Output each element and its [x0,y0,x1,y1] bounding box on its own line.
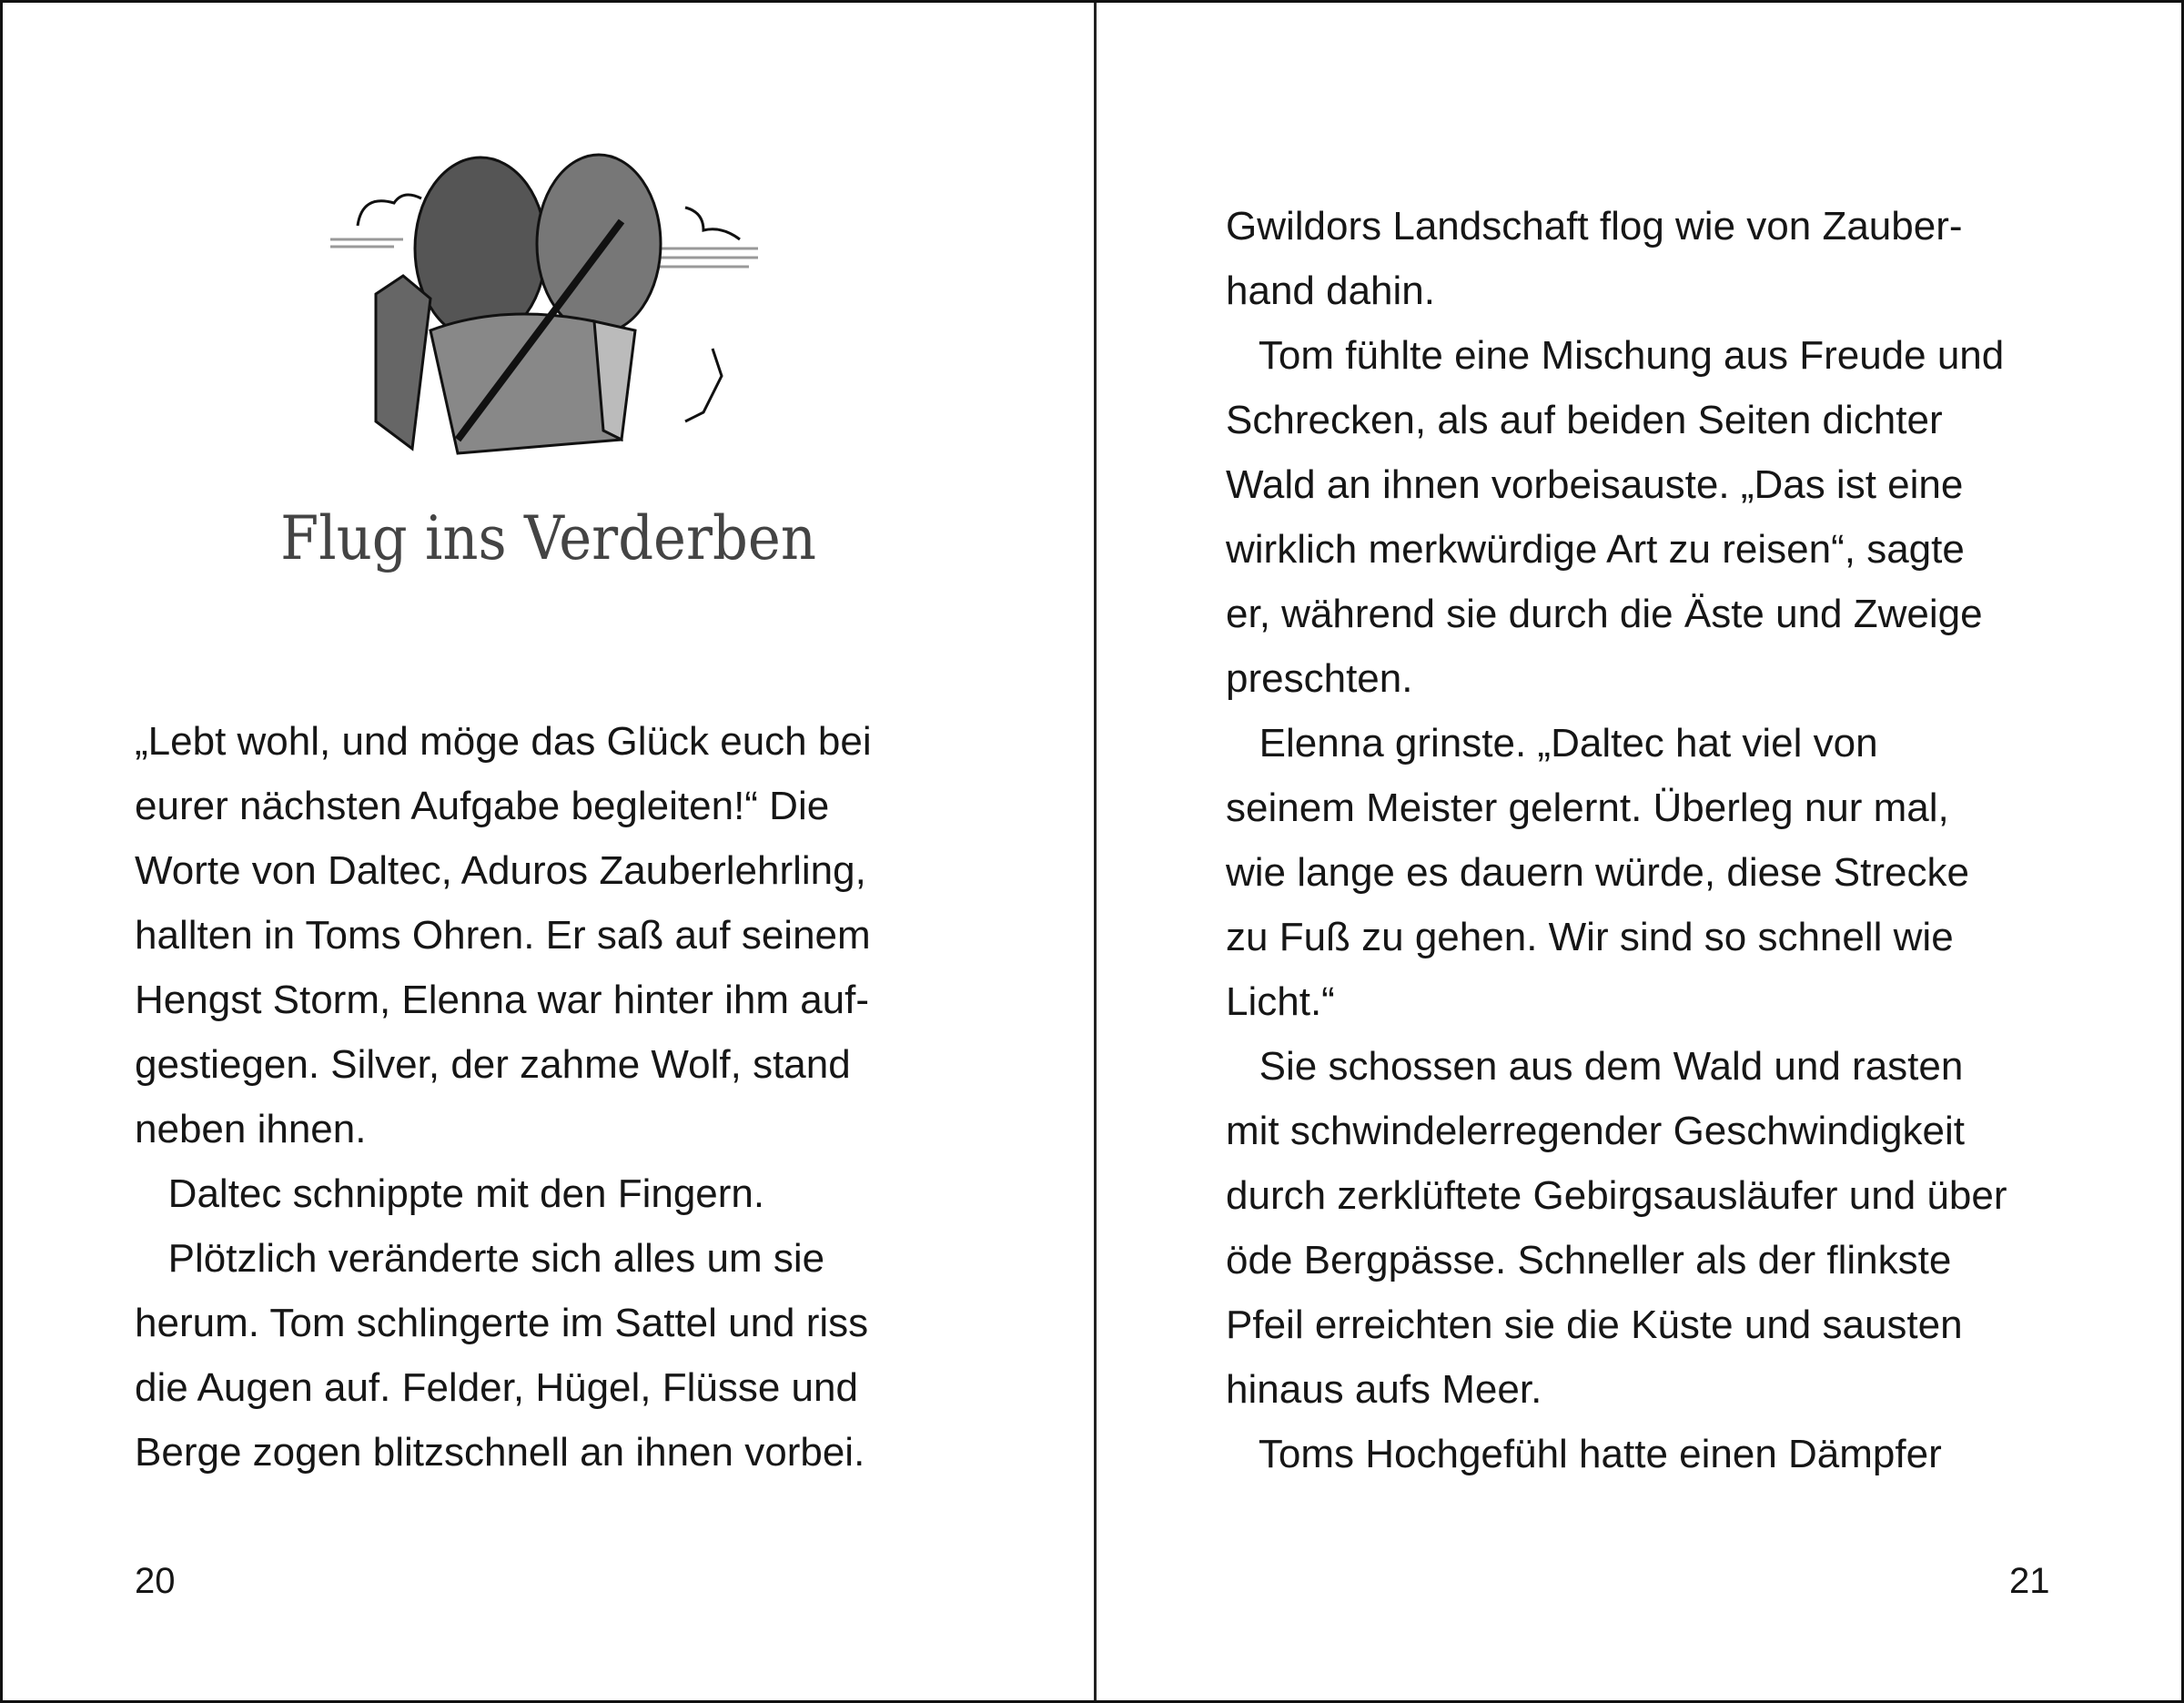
text-line: Pfeil erreichten sie die Küste und sausten [1226,1303,1963,1347]
text-line: wirklich merkwürdige Art zu reisen“, sagte [1226,527,1965,572]
text-line: Plötzlich veränderte sich alles um sie [135,1236,825,1281]
text-line: Wald an ihnen vorbeisauste. „Das ist eine [1226,462,1964,507]
text-line: Berge zogen blitzschnell an ihnen vorbei. [135,1430,865,1475]
text-line: Licht.“ [1226,979,1335,1024]
page-divider [1094,3,1097,1703]
text-line: Tom fühlte eine Mischung aus Freude und [1226,333,2005,378]
text-line: Toms Hochgefühl hatte einen Dämpfer [1226,1432,1942,1476]
text-line: hand dahin. [1226,269,1435,313]
text-line: hinaus aufs Meer. [1226,1367,1542,1412]
text-line: Elenna grinste. „Daltec hat viel von [1226,721,1878,765]
chapter-title: Flug ins Verderben [280,503,816,573]
text-line: die Augen auf. Felder, Hügel, Flüsse und [135,1365,858,1410]
page-number-left: 20 [135,1561,176,1601]
text-line: Daltec schnippte mit den Fingern. [135,1171,765,1216]
text-line: preschten. [1226,656,1413,701]
text-line: durch zerklüftete Gebirgsausläufer und über [1226,1173,2007,1218]
text-line: „Lebt wohl, und möge das Glück euch bei [135,719,872,764]
text-line: öde Bergpässe. Schneller als der flinkste [1226,1238,1952,1282]
text-line: neben ihnen. [135,1107,367,1151]
text-line: Sie schossen aus dem Wald und rasten [1226,1044,1964,1089]
text-line: eurer nächsten Aufgabe begleiten!“ Die [135,784,830,828]
page-number-right: 21 [2009,1561,2050,1601]
two-boys-with-quiver-and-bow-illustration [321,139,776,467]
text-line: Gwildors Landschaft flog wie von Zauber- [1226,204,1963,248]
text-line: mit schwindelerregender Geschwindigkeit [1226,1109,1965,1153]
text-line: hallten in Toms Ohren. Er saß auf seinem [135,913,871,958]
text-line: gestiegen. Silver, der zahme Wolf, stand [135,1042,851,1087]
text-line: herum. Tom schlingerte im Sattel und riss [135,1301,869,1345]
text-line: Hengst Storm, Elenna war hinter ihm auf- [135,978,870,1022]
text-line: seinem Meister gelernt. Überleg nur mal, [1226,786,1949,830]
text-line: Worte von Daltec, Aduros Zauberlehrling, [135,848,866,893]
text-line: zu Fuß zu gehen. Wir sind so schnell wie [1226,915,1954,959]
text-line: Schrecken, als auf beiden Seiten dichter [1226,398,1943,442]
text-line: wie lange es dauern würde, diese Strecke [1226,850,1969,895]
text-line: er, während sie durch die Äste und Zweige [1226,592,1983,636]
